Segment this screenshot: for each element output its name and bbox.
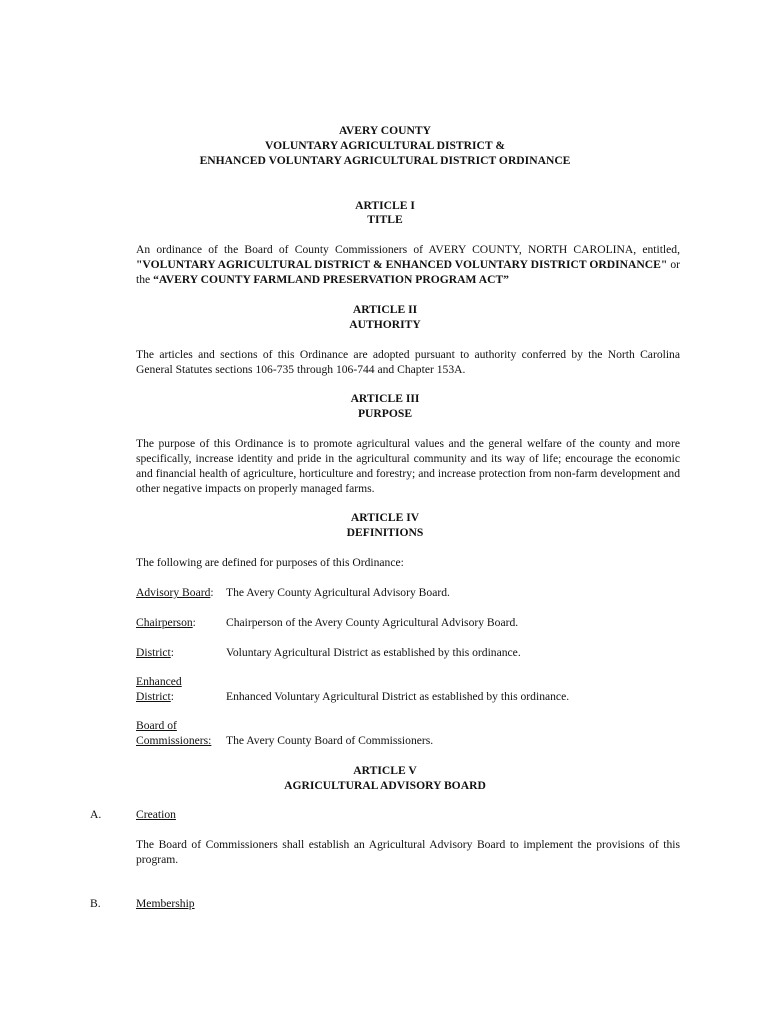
section-a-heading: Creation xyxy=(136,808,176,821)
doc-title-line2: VOLUNTARY AGRICULTURAL DISTRICT & xyxy=(265,139,505,152)
def-term-advisory-board: Advisory Board: xyxy=(136,586,214,599)
def-text-enhanced-district: Enhanced Voluntary Agricultural District as established by this ordinance. xyxy=(226,690,570,703)
article2-title: AUTHORITY xyxy=(349,318,421,331)
article1-title: TITLE xyxy=(367,213,403,226)
article4-heading: ARTICLE IV xyxy=(350,511,420,524)
article1-bold-title: "VOLUNTARY AGRICULTURAL DISTRICT & ENHANCED VOLUNTARY DISTRICT ORDINANCE" xyxy=(136,258,668,271)
article1-heading: ARTICLE I xyxy=(355,199,415,212)
section-b-letter: B. xyxy=(90,897,101,910)
def-term-enhanced-district: Enhanced District: xyxy=(136,675,182,703)
article3-text: The purpose of this Ordinance is to promote agricultural values and the general welfare of the county and more specifically, increase identity and pride in the agricultural community and its way of life; encourage the economic and financial health of agriculture, horticulture and forestry; and increase protection from non-farm development and other negative impacts on properly managed farms. xyxy=(136,437,680,495)
article1-bold-act: “AVERY COUNTY FARMLAND PRESERVATION PROGRAM ACT” xyxy=(153,273,509,286)
section-a-text: The Board of Commissioners shall establish an Agricultural Advisory Board to implement the provisions of this program. xyxy=(136,838,680,866)
article3-title: PURPOSE xyxy=(357,407,413,420)
doc-title-line1: AVERY COUNTY xyxy=(338,124,432,137)
article5-heading: ARTICLE V xyxy=(353,764,417,777)
article4-intro: The following are defined for purposes of this Ordinance: xyxy=(136,556,404,569)
def-term-district: District: xyxy=(136,646,175,659)
def-term-board-of-commissioners: Board of Commissioners: xyxy=(136,719,212,747)
article3-heading: ARTICLE III xyxy=(350,392,420,405)
def-text-board-of-commissioners: The Avery County Board of Commissioners. xyxy=(226,734,434,747)
def-term-chairperson: Chairperson: xyxy=(136,616,196,629)
section-a-letter: A. xyxy=(90,808,102,821)
def-text-advisory-board: The Avery County Agricultural Advisory Board. xyxy=(226,586,450,599)
article5-title: AGRICULTURAL ADVISORY BOARD xyxy=(284,779,486,792)
article1-intro: An ordinance of the Board of County Commissioners of AVERY COUNTY, NORTH CAROLINA, entitled, xyxy=(136,243,680,256)
def-text-chairperson: Chairperson of the Avery County Agricultural Advisory Board. xyxy=(226,616,519,629)
def-text-district: Voluntary Agricultural District as established by this ordinance. xyxy=(226,646,521,659)
article2-heading: ARTICLE II xyxy=(352,303,418,316)
article2-text: The articles and sections of this Ordinance are adopted pursuant to authority conferred by the North Carolina General Statutes sections 106-735 through 106-744 and Chapter 153A. xyxy=(136,348,680,376)
article1-or-the: or the xyxy=(136,258,681,286)
section-b-heading: Membership xyxy=(136,897,195,910)
article4-title: DEFINITIONS xyxy=(346,526,424,539)
doc-title-line3: ENHANCED VOLUNTARY AGRICULTURAL DISTRICT ORDINANCE xyxy=(199,154,571,167)
article1-text xyxy=(136,242,680,287)
